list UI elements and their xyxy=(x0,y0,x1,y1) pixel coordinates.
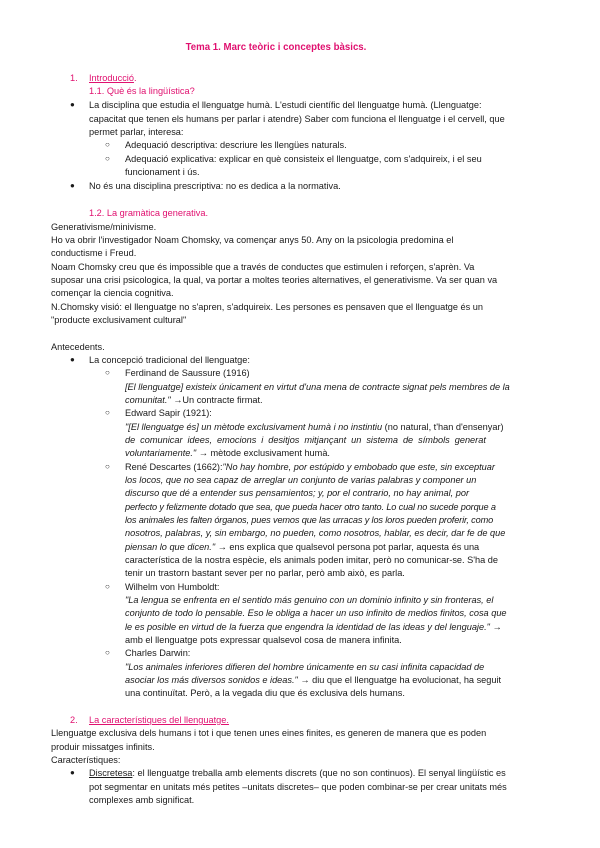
circle-bullet-icon: ○ xyxy=(105,462,110,471)
s2-bullet-line-2: pot segmentar en unitats més petites –unitats discretes– que poden combinar-se per crear unitats més xyxy=(89,782,507,792)
section-1-heading[interactable] xyxy=(89,72,137,84)
sapir-quote-line-2: de comunicar idees, emocions i desitjos mitjançant un sistema de símbols generat xyxy=(125,435,486,445)
humboldt-quote-line-1: "La lengua se enfrenta en el sentido más genuino con un dominio infinito y sin fronteras, el xyxy=(125,595,494,605)
circle-bullet-icon: ○ xyxy=(105,648,110,657)
saussure-quote-line-2 xyxy=(125,394,263,406)
descartes-name: René Descartes (1662): xyxy=(125,462,223,472)
s1-bullet-1-line-2: capacitat que tenen els humans per parlar i atendre) Saber com funciona el llenguatge i el cervell, que xyxy=(89,114,505,124)
saussure-quote-end: comunitat." xyxy=(125,395,171,405)
descartes-quote-end: piensan lo que dicen." xyxy=(125,542,216,552)
saussure-comment: →Un contracte firmat. xyxy=(170,395,263,405)
s1-sub-bullet-2-line-2: funcionament i ús. xyxy=(125,167,200,177)
bullet-icon: ● xyxy=(70,181,75,190)
sapir-name: Edward Sapir (1921): xyxy=(125,408,212,418)
darwin-line-2 xyxy=(125,674,501,686)
s1-sub-bullet-2-line-1: Adequació explicativa: explicar en què consisteix el llenguatge, com s'adquireix, i el seu xyxy=(125,154,482,164)
section-1-heading-link[interactable]: Introducció xyxy=(89,73,134,83)
s12-p3-line-1: Noam Chomsky creu que és impossible que a través de conductes que estimulen i reforçen, s'aprèn. Va xyxy=(51,262,475,272)
darwin-quote-line-1: "Los animales inferiores difieren del hombre únicamente en su casi infinita capacidad de xyxy=(125,662,485,672)
s2-bullet-line-3: complexes amb significat. xyxy=(89,795,195,805)
descartes-line-7 xyxy=(125,541,479,553)
antecedents-bullet: La concepció tradicional del llenguatge: xyxy=(89,355,250,365)
section-1-heading-dot: . xyxy=(133,73,137,83)
s2-bullet-line-1 xyxy=(89,767,506,779)
section-1-number: 1. xyxy=(70,73,78,83)
circle-bullet-icon: ○ xyxy=(105,140,110,149)
saussure-name: Ferdinand de Saussure (1916) xyxy=(125,368,250,378)
bullet-icon: ● xyxy=(70,355,75,364)
antecedents-heading: Antecedents. xyxy=(51,342,105,352)
subsection-1-2-heading: 1.2. La gramàtica generativa. xyxy=(89,208,208,218)
sapir-quote-line-1 xyxy=(125,421,504,433)
bullet-icon: ● xyxy=(70,100,75,109)
descartes-quote-line-4: perfecto y felizmente dotado que sea, que pueda hacer otro tanto. Lo cual no sucede porque a xyxy=(125,502,496,512)
subsection-1-1-heading: 1.1. Què és la lingüística? xyxy=(89,86,195,96)
s1-sub-bullet-1: Adequació descriptiva: descriure les llengües naturals. xyxy=(125,140,347,150)
s12-p3-line-2: suposar una crisi psicologica, la qual, va portar a moltes teories alternatives, el generativisme. Va ser quan va xyxy=(51,275,498,285)
sapir-aside: (no natural, t'han d'ensenyar) xyxy=(382,422,504,432)
section-2-number: 2. xyxy=(70,715,78,725)
humboldt-quote-line-2: conjunto de todo lo pensable. Eso le obliga a hacer un uso infinito de medios finitos, cosa que xyxy=(125,608,507,618)
humboldt-quote-line-3 xyxy=(125,621,502,633)
s2-p1-line-2: produir missatges infinits. xyxy=(51,742,155,752)
s1-bullet-2: No és una disciplina prescriptiva: no es dedica a la normativa. xyxy=(89,181,341,191)
humboldt-name: Wilhelm von Humboldt: xyxy=(125,582,220,592)
sapir-comment: → mètode exclusivament humà. xyxy=(196,448,330,458)
page-title: Tema 1. Marc teòric i conceptes bàsics. xyxy=(185,41,367,53)
sapir-quote-end: voluntariamente." xyxy=(125,448,197,458)
humboldt-comment: amb el llenguatge pots expressar qualsevol cosa de manera infinita. xyxy=(125,635,402,645)
bullet-icon: ● xyxy=(70,768,75,777)
descartes-comment-line-3: tenir un trastorn bastant sever per no parlar, però amb això, es parla. xyxy=(125,568,405,578)
s12-p4-line-2: "producte exclusivament cultural" xyxy=(51,315,187,325)
descartes-quote-line-5: los animales les falten órganos, pues vemos que las urracas y los loros pueden proferir, como xyxy=(125,515,494,525)
descartes-line-1 xyxy=(125,461,495,473)
s1-bullet-1-line-1: La disciplina que estudia el llenguatge humà. L'estudi científic del llenguatge humà. (Llenguatge: xyxy=(89,100,482,110)
sapir-quote-start: "[El llenguatge és] un mètode exclusivament humà i no instintiu xyxy=(125,422,383,432)
descartes-quote-line-3: discurso que dé a entender sus pensamientos; y, por el contrario, no hay animal, por xyxy=(125,488,470,498)
s12-p2-line-1: Ho va obrir l'investigador Noam Chomsky, va començar anys 50. Any on la psicologia predomina el xyxy=(51,235,454,245)
circle-bullet-icon: ○ xyxy=(105,368,110,377)
descartes-quote-start: "No hay hombre, por estúpido y embobado que este, sin exceptuar xyxy=(222,462,495,472)
darwin-comment-start: → diu que el llenguatge ha evolucionat, ha seguit xyxy=(297,675,502,685)
s12-p3-line-3: començar la ciencia cognitiva. xyxy=(51,288,174,298)
darwin-quote-end: asociar los más diversos sonidos e ideas." xyxy=(125,675,298,685)
saussure-quote-line-1: [El llenguatge] existeix únicament en virtut d'una mena de contracte signat pels membres de la xyxy=(125,382,510,392)
s12-p4-line-1: N.Chomsky visió: el llenguatge no s'apren, s'adquireix. Les persones es pensaven que el llenguatge és un xyxy=(51,302,484,312)
descartes-comment-line-2: característica de la nostra espècie, els animals poden imitar, però no comunicar-se. S'ha de xyxy=(125,555,499,565)
s1-bullet-1-line-3: permet parlar, interesa: xyxy=(89,127,184,137)
circle-bullet-icon: ○ xyxy=(105,582,110,591)
descartes-comment-start: → ens explica que qualsevol persona pot parlar, aquesta és una xyxy=(215,542,480,552)
section-2-heading[interactable]: La característiques del llenguatge. xyxy=(89,715,229,725)
descartes-quote-line-2: los locos, que no sea capaz de arreglar un conjunto de varias palabras y componer un xyxy=(125,475,477,485)
sapir-quote-line-3 xyxy=(125,447,330,459)
circle-bullet-icon: ○ xyxy=(105,154,110,163)
humboldt-quote-end: le es posible en virtud de la fuerza que engendra la identidad de las ideas y del lenguaje." xyxy=(125,622,490,632)
darwin-name: Charles Darwin: xyxy=(125,648,191,658)
s12-p1: Generativisme/minivisme. xyxy=(51,222,157,232)
s12-p2-line-2: conductisme i Freud. xyxy=(51,248,137,258)
humboldt-arrow: → xyxy=(489,622,502,632)
darwin-comment-line-2: una continuïtat. Però, a la vegada diu que és exclusiva dels humans. xyxy=(125,688,405,698)
discretesa-definition-start: : el llenguatge treballa amb elements discrets (que no son continuos). El senyal lingüístic es xyxy=(132,768,506,778)
discretesa-term: Discretesa xyxy=(89,768,133,778)
s2-p1-line-1: Llenguatge exclusiva dels humans i tot i que tenen unes eines finites, es generen de manera que es poden xyxy=(51,728,487,738)
s2-p2: Característiques: xyxy=(51,755,121,765)
descartes-quote-line-6: nosotros, palabras, y, sin embargo, no pueden, como nosotros, hablar, es decir, dar fe de que xyxy=(125,528,506,538)
circle-bullet-icon: ○ xyxy=(105,408,110,417)
